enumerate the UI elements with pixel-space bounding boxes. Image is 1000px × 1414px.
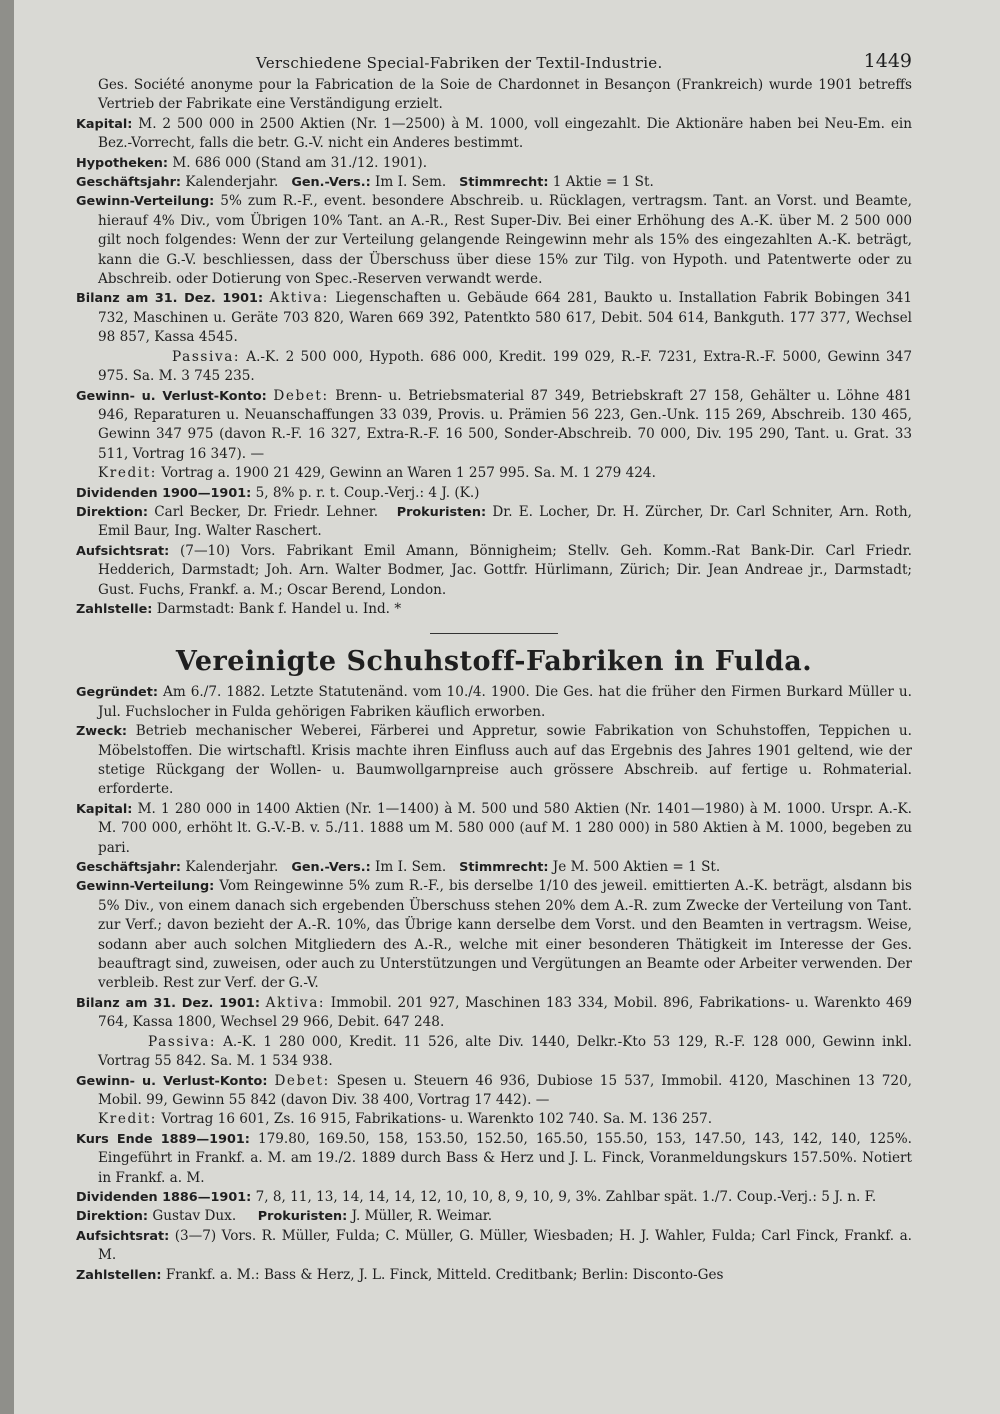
prokuristen-label: Prokuristen: [257, 1209, 348, 1225]
kapital-label: Kapital: [76, 116, 133, 132]
stimmrecht-label: Stimmrecht: [459, 175, 549, 191]
guv-label: Gewinn- u. Verlust-Konto: [76, 1073, 268, 1089]
direktion-label: Direktion: [76, 504, 149, 520]
stimmrecht-text: Je M. 500 Aktien = 1 St. [552, 859, 721, 876]
entry1-bilanz [76, 289, 912, 386]
debet-label: Debet: [273, 387, 329, 404]
aktiva-label: Aktiva: [265, 994, 326, 1011]
intro-text: Ges. Société anonyme pour la Fabrication de la Soie de Chardonnet in Besançon (Frankreich) wurde 1901 betreffs Vertrieb der Fabrikate eine Verständigung erzielt. [98, 77, 912, 113]
zahlstelle-label: Zahlstelle: [76, 601, 153, 617]
genvers-text: Im I. Sem. [375, 859, 447, 876]
page-binding-edge [0, 0, 14, 1414]
entry1-direktion [76, 503, 912, 542]
entry2-zahlstellen [76, 1266, 912, 1285]
prokuristen-text: Dr. E. Locher, Dr. H. Zürcher, Dr. Carl Schniter, Arn. Roth, Emil Baur, Ing. Walter Raschert. [98, 503, 912, 540]
gegruendet-label: Gegründet: [76, 685, 158, 701]
company-heading: Vereinigte Schuhstoff-Fabriken in Fulda. [175, 646, 813, 678]
entry1-intro [76, 76, 912, 115]
entry1-geschaeftsjahr [76, 173, 912, 192]
entry2-direktion [76, 1207, 912, 1226]
prokuristen-text: J. Müller, R. Weimar. [351, 1208, 493, 1225]
entry2-kapital [76, 800, 912, 858]
passiva-text: A.-K. 2 500 000, Hypoth. 686 000, Kredit. 199 029, R.-F. 7231, Extra-R.-F. 5000, Gewinn 347 975. Sa. M. 3 745 235. [98, 348, 912, 385]
kurs-label: Kurs Ende 1889—1901: [76, 1131, 250, 1147]
kredit-label: Kredit: [98, 1111, 157, 1128]
entry2-gegruendet [76, 683, 912, 722]
debet-label: Debet: [274, 1072, 330, 1089]
geschaeftsjahr-label: Geschäftsjahr: [76, 175, 181, 191]
kredit-label: Kredit: [98, 465, 157, 482]
zahlstellen-text: Frankf. a. M.: Bass & Herz, J. L. Finck, Mitteld. Creditbank; Berlin: Disconto-Ges [165, 1266, 724, 1283]
aktiva-text: Immobil. 201 927, Maschinen 183 334, Mobil. 896, Fabrikations- u. Warenkto 469 764, Kassa 1800, Wechsel 29 966, Debit. 647 248. [98, 994, 913, 1031]
dividenden-text: 5, 8% p. r. t. Coup.-Verj.: 4 J. (K.) [255, 484, 480, 501]
genvers-text: Im I. Sem. [375, 174, 447, 191]
hypotheken-label: Hypotheken: [76, 155, 168, 171]
geschaeftsjahr-text: Kalenderjahr. [185, 859, 279, 876]
direktion-text: Gustav Dux. [152, 1208, 237, 1225]
passiva-text: A.-K. 1 280 000, Kredit. 11 526, alte Div. 1440, Delkr.-Kto 53 129, R.-F. 128 000, Gewinn inkl. Vortrag 55 842. Sa. M. 1 534 938. [98, 1033, 912, 1070]
passiva-label: Passiva: [172, 348, 241, 365]
aufsichtsrat-text: (3—7) Vors. R. Müller, Fulda; C. Müller, G. Müller, Wiesbaden; H. J. Wahler, Fulda; Carl Finck, Frankf. a. M. [98, 1227, 912, 1264]
zahlstellen-label: Zahlstellen: [76, 1267, 162, 1283]
guv-label: Gewinn- u. Verlust-Konto: [76, 388, 267, 404]
gewinn-verteilung-label: Gewinn-Verteilung: [76, 194, 215, 210]
entry1-guv [76, 387, 912, 484]
dividenden-label: Dividenden 1900—1901: [76, 485, 252, 501]
bilanz-label: Bilanz am 31. Dez. 1901: [76, 291, 264, 307]
genvers-label: Gen.-Vers.: [291, 175, 371, 191]
aufsichtsrat-label: Aufsichtsrat: [76, 543, 170, 559]
entry1-gewinn-verteilung [76, 192, 912, 289]
passiva-label: Passiva: [148, 1033, 217, 1050]
entry2-guv [76, 1072, 912, 1130]
stimmrecht-label: Stimmrecht: [459, 860, 549, 876]
entry2-aufsichtsrat [76, 1227, 912, 1266]
gegruendet-text: Am 6./7. 1882. Letzte Statutenänd. vom 10./4. 1900. Die Ges. hat die früher den Firmen Burkard Müller u. Jul. Fuchslocher in Fulda gehörigen Fabriken käuflich erworben. [98, 684, 912, 720]
direktion-label: Direktion: [76, 1209, 149, 1225]
running-title: Verschiedene Special-Fabriken der Textil-Industrie. [256, 54, 663, 72]
aktiva-label: Aktiva: [269, 290, 329, 307]
genvers-label: Gen.-Vers.: [291, 860, 371, 876]
stimmrecht-text: 1 Aktie = 1 St. [552, 174, 654, 191]
kredit-text: Vortrag a. 1900 21 429, Gewinn an Waren 1 257 995. Sa. M. 1 279 424. [161, 465, 656, 482]
dividenden-text: 7, 8, 11, 13, 14, 14, 14, 12, 10, 10, 8, 9, 10, 9, 3%. Zahlbar spät. 1./7. Coup.-Verj.: 5 J. n. F. [255, 1188, 877, 1205]
debet-text: Brenn- u. Betriebsmaterial 87 349, Betriebskraft 27 158, Gehälter u. Löhne 481 946, Reparaturen u. Neuanschaffungen 33 039, Provis. u. Prämien 56 223, Gen.-Unk. 115 269, Abschreib. 130 465, Gewinn 347 975 (davon R.-F. 16 327, Extra-R.-F. 16 500, Sonder-Abschreib. 70 000, Div. 195 290, Tant. u. Grat. 33 511, Vortrag 16 347). — [98, 387, 912, 462]
dividenden-label: Dividenden 1886—1901: [76, 1189, 252, 1205]
section-divider [430, 633, 558, 634]
entry2-gewinn-verteilung [76, 877, 912, 993]
kapital-text: M. 1 280 000 in 1400 Aktien (Nr. 1—1400) à M. 500 und 580 Aktien (Nr. 1401—1980) à M. 1000. Urspr. A.-K. M. 700 000, erhöht lt. G.-V.-B. v. 5./11. 1888 um M. 580 000 (auf M. 1 280 000) in 580 Aktien à M. 1000, begeben zu pari. [98, 800, 912, 856]
debet-text: Spesen u. Steuern 46 936, Dubiose 15 537, Immobil. 4120, Maschinen 13 720, Mobil. 99, Gewinn 55 842 (davon Div. 38 400, Vortrag 17 442). — [98, 1072, 912, 1108]
entry2-kurs [76, 1130, 912, 1188]
aktiva-text: Liegenschaften u. Gebäude 664 281, Baukto u. Installation Fabrik Bobingen 341 732, Maschinen u. Geräte 703 820, Waren 669 392, Patentkto 580 617, Debit. 504 614, Bankguth. 177 377, Wechsel 98 857, Kassa 4545. [98, 290, 913, 346]
kredit-text: Vortrag 16 601, Zs. 16 915, Fabrikations- u. Warenkto 102 740. Sa. M. 136 257. [161, 1111, 713, 1128]
hypotheken-text: M. 686 000 (Stand am 31./12. 1901). [172, 154, 428, 171]
kapital-label: Kapital: [76, 801, 133, 817]
bilanz-label: Bilanz am 31. Dez. 1901: [76, 995, 260, 1011]
zweck-text: Betrieb mechanischer Weberei, Färberei und Appretur, sowie Fabrikation von Schuhstoffen, Teppichen u. Möbelstoffen. Die wirtschaftl. Krisis machte ihren Einfluss auch auf das Ergebnis des Jahres 1901 geltend, wie der stetige Rückgang der Wollen- u. Baumwollgarnpreise auch grössere Abschreib. auf fertige u. Rohmaterial. erforderte. [98, 723, 912, 798]
aufsichtsrat-text: (7—10) Vors. Fabrikant Emil Amann, Bönnigheim; Stellv. Geh. Komm.-Rat Bank-Dir. Carl Friedr. Hedderich, Darmstadt; Joh. Arn. Walter Bodmer, Jac. Gottfr. Hürlimann, Zürich; Dir. Jean Andreae jr., Darmstadt; Gust. Fuchs, Frankf. a. M.; Oscar Berend, London. [98, 542, 912, 598]
entry2-dividenden [76, 1188, 912, 1207]
gewinn-verteilung-text: 5% zum R.-F., event. besondere Abschreib. u. Rücklagen, vertragsm. Tant. an Vorst. und Beamte, hierauf 4% Div., vom Übrigen 10% Tant. an A.-R., Rest Super-Div. Bei einer Erhöhung des A.-K. über M. 2 500 000 gilt noch folgendes: Wenn der zur Verteilung gelangende Reingewinn mehr als 15% des eingezahlten A.-K. beträgt, kann die G.-V. beschliessen, dass der Überschuss über diese 15% zur Tilg. von Hypoth. und Patentwerte oder zu Abschreib. oder Dotierung von Spec.-Reserven verwandt werde. [98, 193, 912, 288]
zahlstelle-text: Darmstadt: Bank f. Handel u. Ind. * [156, 600, 402, 617]
page-header [76, 46, 912, 76]
page-number: 1449 [863, 50, 912, 72]
zweck-label: Zweck: [76, 724, 127, 740]
entry1-dividenden [76, 484, 912, 503]
entry2-bilanz [76, 994, 912, 1072]
entry1-kapital [76, 115, 912, 154]
prokuristen-label: Prokuristen: [396, 504, 487, 520]
kapital-text: M. 2 500 000 in 2500 Aktien (Nr. 1—2500) à M. 1000, voll eingezahlt. Die Aktionäre haben bei Neu-Em. ein Bez.-Vorrecht, falls die betr. G.-V. nicht ein Anderes bestimmt. [98, 115, 912, 152]
geschaeftsjahr-label: Geschäftsjahr: [76, 860, 181, 876]
entry2-geschaeftsjahr [76, 858, 912, 877]
entry-schuhstoff-fabriken [76, 683, 912, 1285]
entry1-zahlstelle [76, 600, 912, 619]
direktion-text: Carl Becker, Dr. Friedr. Lehner. [154, 503, 379, 520]
geschaeftsjahr-text: Kalenderjahr. [185, 174, 279, 191]
gewinn-verteilung-label: Gewinn-Verteilung: [76, 879, 215, 895]
entry1-hypotheken [76, 154, 912, 173]
entry2-zweck [76, 722, 912, 800]
entry1-aufsichtsrat [76, 542, 912, 600]
aufsichtsrat-label: Aufsichtsrat: [76, 1228, 170, 1244]
kurs-text: 179.80, 169.50, 158, 153.50, 152.50, 165.50, 155.50, 153, 147.50, 143, 142, 140, 125%. Eingeführt in Frankf. a. M. am 19./2. 1889 durch Bass & Herz und J. L. Finck, Voranmeldungskurs 157.50%. Notiert in Frankf. a. M. [98, 1130, 912, 1186]
gewinn-verteilung-text: Vom Reingewinne 5% zum R.-F., bis derselbe 1/10 des jeweil. emittierten A.-K. beträgt, alsdann bis 5% Div., von einem danach sich ergebenden Überschuss stehen 20% dem A.-R. zum Zwecke der Verteilung von Tant. zur Verf.; davon bezieht der A.-R. 10%, das Übrige kann derselbe dem Vorst. und den Beamten in vertragsm. Weise, sodann aber auch solchen Mitgliedern des A.-R., welche mit einer besonderen Thätigkeit im Interesse der Ges. beauftragt sind, zuweisen, oder auch zu Unterstützungen und Vergütungen an Beamte oder Arbeiter verwenden. Der verbleib. Rest zur Verf. der G.-V. [98, 878, 912, 992]
entry-chardonnet-continuation [76, 76, 912, 619]
